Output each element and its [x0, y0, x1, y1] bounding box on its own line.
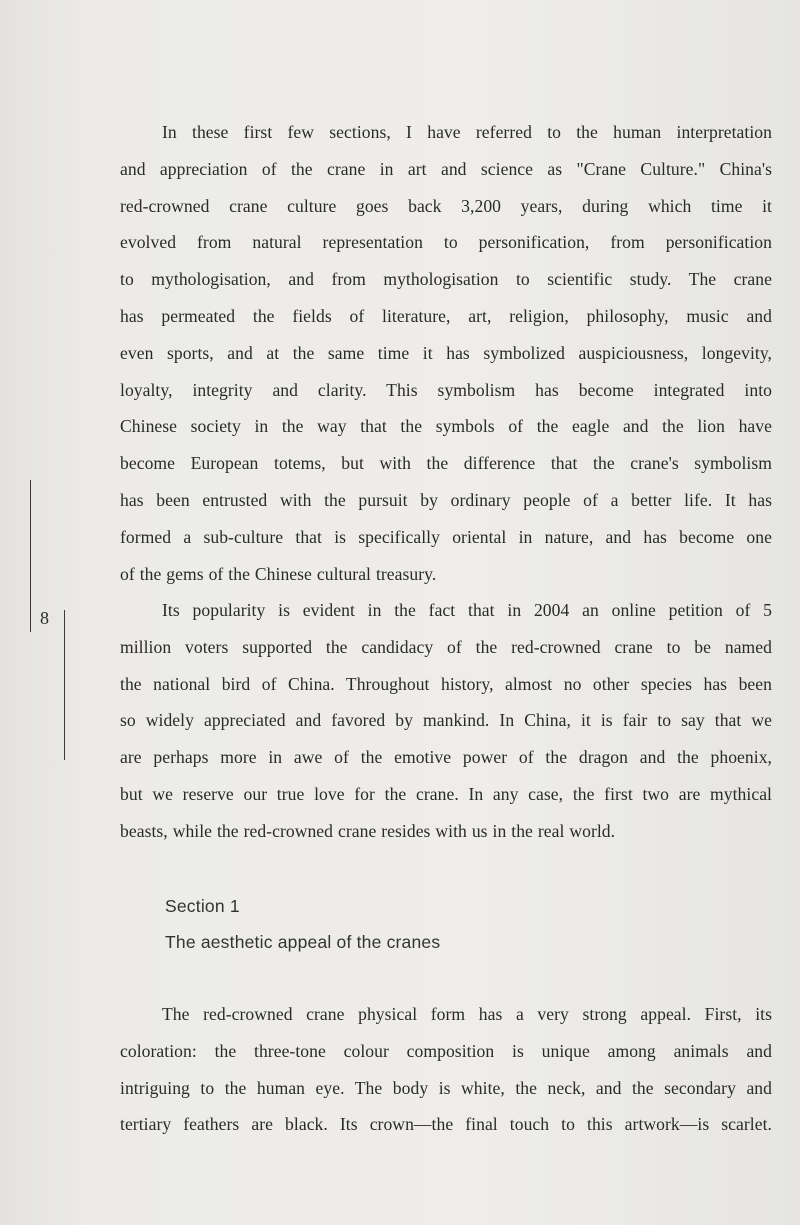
paragraph-3: [120, 996, 772, 1143]
text-line: even sports, and at the same time it has symbolized auspiciousness, longevity,: [120, 342, 772, 363]
text-line: The red-crowned crane physical form has a very strong appeal. First, its: [162, 1004, 772, 1024]
page-number: 8: [40, 608, 49, 628]
text-line: formed a sub-culture that is specifically oriental in nature, and has become one: [120, 526, 772, 547]
text-line: has permeated the fields of literature, art, religion, philosophy, music and: [120, 305, 772, 326]
text-line: Chinese society in the way that the symbols of the eagle and the lion have: [120, 416, 772, 437]
text-line: loyalty, integrity and clarity. This symbolism has become integrated into: [120, 379, 772, 400]
text-line: million voters supported the candidacy of the red-crowned crane to be named: [120, 636, 772, 657]
paragraph-1: [120, 114, 772, 592]
text-line: the national bird of China. Throughout history, almost no other species has been: [120, 673, 772, 694]
text-line: so widely appreciated and favored by mankind. In China, it is fair to say that we: [120, 710, 772, 731]
text-line: are perhaps more in awe of the emotive power of the dragon and the phoenix,: [120, 747, 772, 768]
text-line: coloration: the three-tone colour composition is unique among animals and: [120, 1040, 772, 1061]
section-number: Section 1: [165, 896, 240, 916]
paragraph-2: [120, 592, 772, 850]
margin-rule-right: [64, 610, 65, 760]
text-line: and appreciation of the crane in art and science as "Crane Culture." China's: [120, 158, 772, 179]
text-line: to mythologisation, and from mythologisation to scientific study. The crane: [120, 269, 772, 290]
text-line: become European totems, but with the difference that the crane's symbolism: [120, 453, 772, 474]
text-line: Its popularity is evident in the fact that in 2004 an online petition of 5: [162, 600, 772, 620]
text-line: tertiary feathers are black. Its crown—the final touch to this artwork—is scarlet.: [120, 1114, 772, 1135]
section-title: The aesthetic appeal of the cranes: [165, 932, 441, 952]
text-line: beasts, while the red-crowned crane resides with us in the real world.: [120, 820, 616, 841]
text-line: but we reserve our true love for the crane. In any case, the first two are mythical: [120, 783, 772, 804]
text-line: red-crowned crane culture goes back 3,200 years, during which time it: [120, 195, 772, 216]
margin-rule-left: [30, 480, 31, 632]
text-line: intriguing to the human eye. The body is white, the neck, and the secondary and: [120, 1077, 772, 1098]
text-line: has been entrusted with the pursuit by ordinary people of a better life. It has: [120, 489, 772, 510]
text-line: evolved from natural representation to personification, from personification: [120, 232, 772, 253]
text-line: of the gems of the Chinese cultural treasury.: [120, 563, 437, 584]
text-line: In these first few sections, I have referred to the human interpretation: [162, 122, 772, 142]
